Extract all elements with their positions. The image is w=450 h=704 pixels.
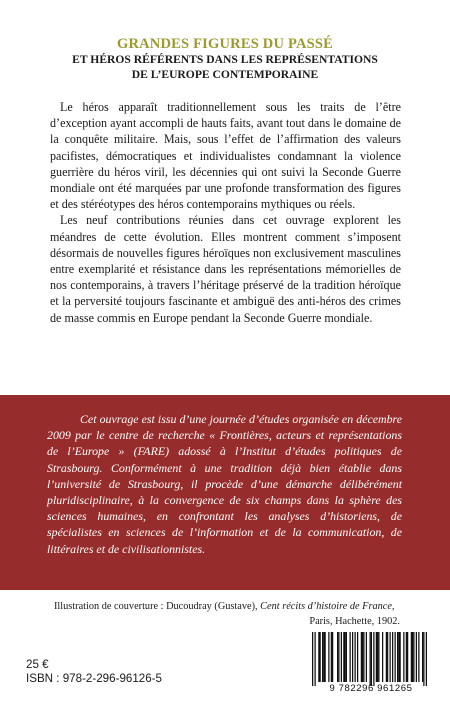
price: 25 € bbox=[26, 658, 49, 671]
barcode-bar bbox=[366, 632, 367, 682]
barcode-bar bbox=[426, 632, 427, 686]
barcode-bar bbox=[395, 632, 396, 682]
barcode-bar bbox=[400, 632, 401, 682]
barcode-bar bbox=[323, 632, 324, 682]
barcode-bar bbox=[377, 632, 378, 682]
summary-paragraph-1: Le héros apparaît traditionnellement sous les traits de l’être d’exception ayant accompli de hauts faits, avant tout dans le domaine de la conquête militaire. Mais, sous l’effet de l’affirmation des valeurs pacifistes, démocratiques et individualistes condamnant la violence guerrière du héros viril, les décennies qui ont suivi la Seconde Guerre mondiale ont été marquées par une profonde transformation des figures et des stéréotypes des héros contemporains mythiques ou réels. bbox=[50, 100, 401, 212]
barcode-bar bbox=[331, 632, 332, 682]
barcode-bar bbox=[328, 632, 329, 682]
barcode-bar bbox=[346, 632, 347, 682]
barcode-bar bbox=[371, 632, 372, 686]
credit-work-title: Cent récits d’histoire de France, bbox=[260, 601, 395, 612]
barcode bbox=[308, 630, 434, 695]
barcode-bar bbox=[378, 632, 379, 682]
book-subtitle-line1: ET HÉROS RÉFÉRENTS DANS LES REPRÉSENTATIONS bbox=[72, 53, 378, 66]
barcode-bar bbox=[392, 632, 393, 682]
barcode-bar bbox=[412, 632, 413, 682]
barcode-bar bbox=[397, 632, 398, 682]
barcode-bar bbox=[343, 632, 344, 682]
barcode-bar bbox=[352, 632, 353, 682]
barcode-bar bbox=[386, 632, 387, 682]
barcode-bar bbox=[320, 632, 321, 682]
cover-illustration-credit bbox=[54, 600, 400, 629]
barcode-bar bbox=[373, 632, 374, 686]
barcode-digits: 9 782296 961265 bbox=[329, 683, 413, 694]
barcode-bar bbox=[403, 632, 404, 682]
barcode-bar bbox=[325, 632, 326, 682]
credit-line-1 bbox=[54, 600, 400, 615]
barcode-bar bbox=[345, 632, 346, 682]
barcode-bar bbox=[337, 632, 338, 682]
barcode-bar bbox=[315, 632, 316, 686]
barcode-bar bbox=[411, 632, 412, 682]
barcode-bar bbox=[387, 632, 388, 682]
barcode-bar bbox=[338, 632, 339, 682]
credit-publisher: Paris, Hachette, 1902. bbox=[309, 615, 400, 627]
barcode-bar bbox=[416, 632, 417, 682]
barcode-bar bbox=[406, 632, 407, 682]
barcode-bar bbox=[341, 632, 342, 682]
barcode-bar bbox=[413, 632, 414, 682]
barcode-bar bbox=[318, 632, 319, 682]
barcode-bar bbox=[407, 632, 408, 682]
barcode-bar bbox=[363, 632, 364, 682]
barcode-bar bbox=[390, 632, 391, 682]
isbn: ISBN : 978-2-296-96126-5 bbox=[26, 672, 162, 685]
barcode-bar bbox=[322, 632, 323, 682]
price-block bbox=[26, 658, 162, 686]
title-block bbox=[0, 36, 450, 82]
summary-paragraph-2: Les neuf contributions réunies dans cet ouvrage explorent les méandres de cette évolution. Elles montrent comment s’imposent désormais de nouvelles figures héroïques non exclusivement masculines entre exemplarité et résistance dans les représentations mémorielles de nos contemporains, à travers l’héritage préservé de la tradition héroïque et la perversité toujours fascinante et ambiguë des anti-héros des crimes de masse commis en Europe pendant la Seconde Guerre mondiale. bbox=[50, 213, 401, 325]
summary-text bbox=[50, 99, 401, 326]
barcode-bar bbox=[362, 632, 363, 682]
barcode-bar bbox=[398, 632, 399, 682]
book-title: GRANDES FIGURES DU PASSÉ bbox=[116, 36, 334, 52]
barcode-bar bbox=[376, 632, 377, 682]
barcode-bar bbox=[370, 632, 371, 686]
credit-prefix: Illustration de couverture : Ducoudray (Gustave), bbox=[54, 601, 258, 612]
barcode-bar bbox=[350, 632, 351, 682]
barcode-bar bbox=[422, 632, 423, 682]
barcode-bar bbox=[355, 632, 356, 682]
barcode-bar bbox=[418, 632, 419, 682]
barcode-bar bbox=[312, 632, 313, 686]
barcode-bar bbox=[332, 632, 333, 682]
barcode-bar bbox=[382, 632, 383, 682]
band-text: Cet ouvrage est issu d’une journée d’études organisée en décembre 2009 par le centre de recherche « Frontières, acteurs et représentations de l’Europe » (FARE) adossé à l’Institut d’études politiques de Strasbourg. Conformément à une tradition déjà bien établie dans l’université de Strasbourg, il procède d’une démarche délibérément pluridisciplinaire, à la convergence de six champs dans la sphère des sciences humaines, en confrontant les analyses d’historiens, de spécialistes en sciences de l’information et de la communication, de littéraires et de civilisationnistes. bbox=[47, 412, 402, 556]
barcode-bar bbox=[357, 632, 358, 682]
barcode-bar bbox=[361, 632, 362, 682]
book-subtitle-line2: DE L’EUROPE CONTEMPORAINE bbox=[131, 68, 319, 81]
barcode-bar bbox=[423, 632, 424, 686]
